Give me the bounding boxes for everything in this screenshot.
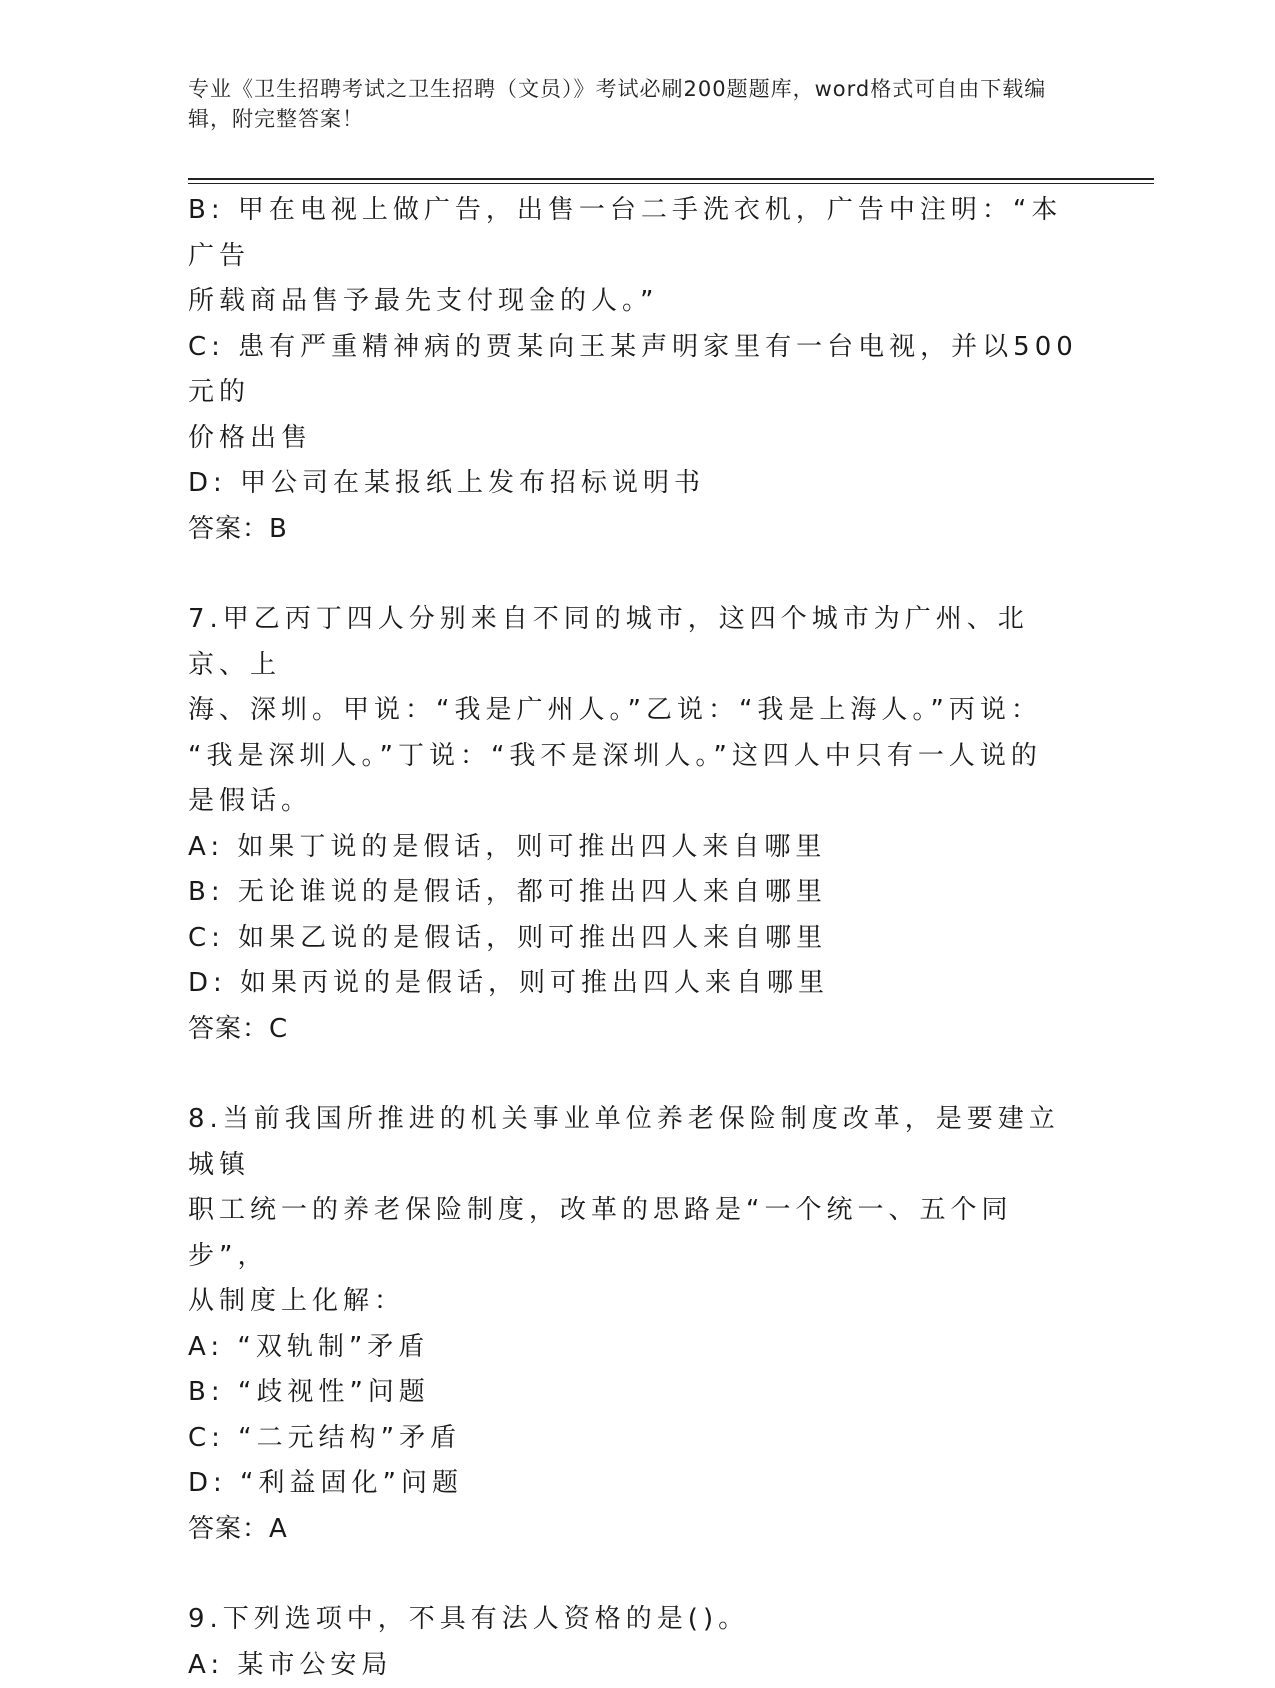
option-line: C: 如果乙说的是假话，则可推出四人来自哪里: [188, 916, 1088, 962]
question-block: [188, 597, 1088, 1052]
question-line: 7.甲乙丙丁四人分别来自不同的城市，这四个城市为广州、北京、上: [188, 597, 1088, 688]
header-rule-thin: [188, 183, 1154, 184]
question-line: D: 甲公司在某报纸上发布招标说明书: [188, 461, 1088, 507]
option-line: D: “利益固化”问题: [188, 1461, 1088, 1507]
option-line: A: 如果丁说的是假话，则可推出四人来自哪里: [188, 825, 1088, 871]
document-header: 专业《卫生招聘考试之卫生招聘（文员）》考试必刷200题题库，word格式可自由下载编辑，附完整答案！: [188, 74, 1068, 134]
answer-line: 答案：A: [188, 1507, 1088, 1553]
block-spacer: [188, 1552, 1088, 1597]
question-block: [188, 1597, 1088, 1688]
question-line: 8.当前我国所推进的机关事业单位养老保险制度改革，是要建立城镇: [188, 1097, 1088, 1188]
question-line: 9.下列选项中，不具有法人资格的是()。: [188, 1597, 1088, 1643]
question-block: [188, 188, 1088, 552]
header-rule-thick: [188, 178, 1154, 180]
option-line: D: 如果丙说的是假话，则可推出四人来自哪里: [188, 961, 1088, 1007]
question-line: C: 患有严重精神病的贾某向王某声明家里有一台电视，并以500元的: [188, 325, 1088, 416]
question-block: [188, 1097, 1088, 1552]
question-line: “我是深圳人。”丁说：“我不是深圳人。”这四人中只有一人说的: [188, 734, 1088, 780]
option-line: A: 某市公安局: [188, 1643, 1088, 1688]
answer-line: 答案：B: [188, 507, 1088, 553]
document-body: [188, 188, 1088, 1688]
answer-line: 答案：C: [188, 1007, 1088, 1053]
option-line: B: 无论谁说的是假话，都可推出四人来自哪里: [188, 870, 1088, 916]
question-line: 是假话。: [188, 779, 1088, 825]
question-line: 职工统一的养老保险制度，改革的思路是“一个统一、五个同步”，: [188, 1188, 1088, 1279]
block-spacer: [188, 552, 1088, 597]
question-line: 所载商品售予最先支付现金的人。”: [188, 279, 1088, 325]
question-line: 从制度上化解：: [188, 1279, 1088, 1325]
block-spacer: [188, 1052, 1088, 1097]
option-line: B: “歧视性”问题: [188, 1370, 1088, 1416]
question-line: B: 甲在电视上做广告，出售一台二手洗衣机，广告中注明：“本广告: [188, 188, 1088, 279]
question-line: 海、深圳。甲说：“我是广州人。”乙说：“我是上海人。”丙说：: [188, 688, 1088, 734]
option-line: A: “双轨制”矛盾: [188, 1325, 1088, 1371]
question-line: 价格出售: [188, 416, 1088, 462]
option-line: C: “二元结构”矛盾: [188, 1416, 1088, 1462]
